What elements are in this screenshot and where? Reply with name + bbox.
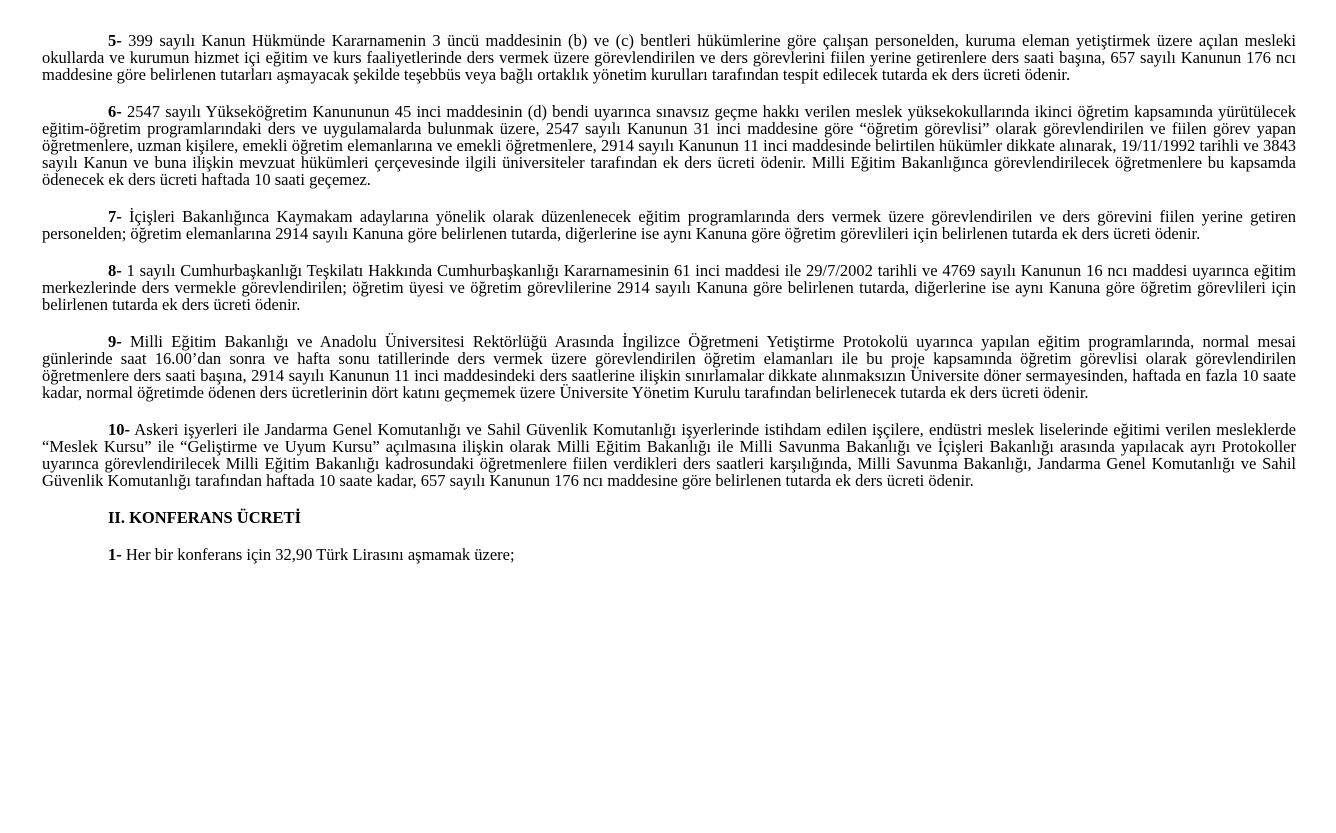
paragraph-number: 6- [108, 102, 122, 121]
paragraph-8 [42, 262, 1296, 313]
paragraph-text: 2547 sayılı Yükseköğretim Kanununun 45 inci maddesinin (d) bendi uyarınca sınavsız geçme hakkı verilen meslek yüksekokullarında ikinci öğretim kapsamında yürütülecek eğitim-öğretim programlarındaki ders ve uygulamalarda bulunmak üzere, 2547 sayılı Kanunun 31 inci maddesine göre “öğretim görevlisi” olarak görevlendirilen ve fiilen görev yapan öğretmenlere, uzman kişilere, emekli öğretim elemanlarına ve emekli öğretmenlere, 2914 sayılı Kanunun 11 inci maddesinde belirtilen hükümler dikkate alınarak, 19/11/1992 tarihli ve 3843 sayılı Kanun ve buna ilişkin mevzuat hükümleri çerçevesinde ilgili üniversiteler tarafından ek ders ücreti ödenir. Milli Eğitim Bakanlığınca görevlendirilecek öğretmenlere bu kapsamda ödenecek ek ders ücreti haftada 10 saati geçemez. [42, 102, 1296, 189]
paragraph-number: 5- [108, 31, 122, 50]
paragraph-text: Her bir konferans için 32,90 Türk Lirasını aşmamak üzere; [121, 545, 515, 564]
paragraph-number: 1- [108, 545, 122, 564]
paragraph-text: 1 sayılı Cumhurbaşkanlığı Teşkilatı Hakkında Cumhurbaşkanlığı Kararnamesinin 61 inci maddesi ile 29/7/2002 tarihli ve 4769 sayılı Kanunun 16 ncı maddesi uyarınca eğitim merkezlerinde ders vermekle görevlendirilen; öğretim üyesi ve öğretim görevlilerine 2914 sayılı Kanuna göre belirlenen tutarda, diğerlerine ise aynı Kanuna göre öğretim görevlileri için belirlenen tutarda ek ders ücreti ödenir. [42, 261, 1296, 314]
paragraph-9 [42, 333, 1296, 401]
document-page [42, 32, 1296, 563]
section-heading: II. KONFERANS ÜCRETİ [108, 508, 301, 527]
paragraph-text: Milli Eğitim Bakanlığı ve Anadolu Üniversitesi Rektörlüğü Arasında İngilizce Öğretmeni Yetiştirme Protokolü uyarınca yapılan eğitim programlarında, normal mesai günlerinde saat 16.00’dan sonra ve hafta sonu tatillerinde ders vermek üzere görevlendirilen öğretim elamanları ile bu proje kapsamında öğretim görevlisi olarak görevlendirilen öğretmenlere ders saati başına, 2914 sayılı Kanunun 11 inci maddesindeki ders saatlerine ilişkin sınırlamalar dikkate alınmaksızın Üniversite döner sermayesinden, haftada en fazla 10 saate kadar, normal öğretimde ödenen ders ücretlerinin dört katını geçmemek üzere Üniversite Yönetim Kurulu tarafından belirlenecek tutarda ek ders ücreti ödenir. [42, 332, 1296, 402]
paragraph-number: 9- [108, 332, 122, 351]
paragraph-number: 7- [108, 207, 122, 226]
paragraph-number: 10- [108, 420, 130, 439]
paragraph-5 [42, 32, 1296, 83]
paragraph-text: Askeri işyerleri ile Jandarma Genel Komutanlığı ve Sahil Güvenlik Komutanlığı işyerlerinde istihdam edilen işçilere, endüstri meslek liselerinde eğitimi verilen mesleklerde “Meslek Kursu” ile “Geliştirme ve Uyum Kursu” açılmasına ilişkin olarak Milli Eğitim Bakanlığı ile Milli Savunma Bakanlığı ve İçişleri Bakanlığı arasında yapılacak ayrı Protokoller uyarınca görevlendirilecek Milli Eğitim Bakanlığı kadrosundaki öğretmenlere fiilen verdikleri ders saatleri karşılığında, Milli Savunma Bakanlığı, Jandarma Genel Komutanlığı ve Sahil Güvenlik Komutanlığı tarafından haftada 10 saate kadar, 657 sayılı Kanunun 176 ncı maddesine göre belirlenen tutarda ek ders ücreti ödenir. [42, 420, 1296, 490]
paragraph-7 [42, 208, 1296, 242]
paragraph-6 [42, 103, 1296, 188]
paragraph-number: 8- [108, 261, 122, 280]
section-item-1 [42, 546, 1296, 563]
paragraph-text: İçişleri Bakanlığınca Kaymakam adaylarına yönelik olarak düzenlenecek eğitim programlarında ders vermek üzere görevlendirilen ve ders görevini fiilen yerine getiren personelden; öğretim elemanlarına 2914 sayılı Kanuna göre belirlenen tutarda, diğerlerine ise aynı Kanuna göre öğretim görevlileri için belirlenen tutarda ek ders ücreti ödenir. [42, 207, 1296, 243]
paragraph-text: 399 sayılı Kanun Hükmünde Kararnamenin 3 üncü maddesinin (b) ve (c) bentleri hükümlerine göre çalışan personelden, kuruma eleman yetiştirmek üzere açılan mesleki okullarda ve kurumun hizmet içi eğitim ve kurs faaliyetlerinde ders vermek üzere görevlendirilen ve ders görevlerini fiilen yerine getirenlere ders saati başına, 657 sayılı Kanunun 176 ncı maddesine göre belirlenen tutarları aşmayacak şekilde teşebbüs veya bağlı ortaklık yönetim kurulları tarafından tespit edilecek tutarda ek ders ücreti ödenir. [42, 31, 1296, 84]
paragraph-10 [42, 421, 1296, 489]
